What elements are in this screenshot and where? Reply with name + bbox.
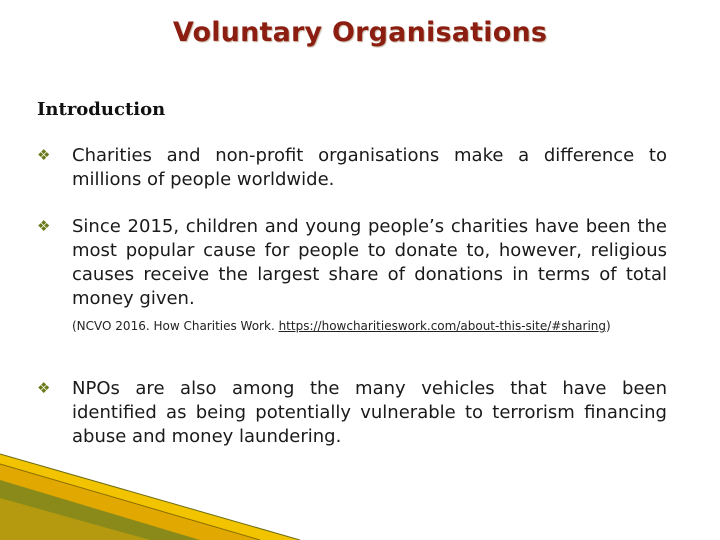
citation-suffix: ) [606,319,611,333]
citation [72,318,632,335]
corner-decoration [0,440,300,540]
bullet-item [37,144,667,192]
diamond-bullet-icon: ❖ [37,217,51,235]
slide-title: Voluntary Organisations [172,17,548,48]
citation-prefix: (NCVO 2016. How Charities Work. [72,319,279,333]
bullet-text: Since 2015, children and young people’s charities have been the most popular cause for people to donate to, however, religious causes receive the largest share of donations in terms of total money given. [72,216,667,309]
diamond-bullet-icon: ❖ [37,379,51,397]
section-heading: Introduction [37,99,166,120]
diamond-bullet-icon: ❖ [37,146,51,164]
bullet-item [37,377,667,449]
bullet-text: NPOs are also among the many vehicles that have been identified as being potentially vulnerable to terrorism financing abuse and money laundering. [72,378,667,447]
bullet-item [37,215,667,311]
citation-link[interactable]: https://howcharitieswork.com/about-this-site/#sharing [278,319,607,333]
bullet-text: Charities and non-profit organisations make a difference to millions of people worldwide. [72,145,667,190]
